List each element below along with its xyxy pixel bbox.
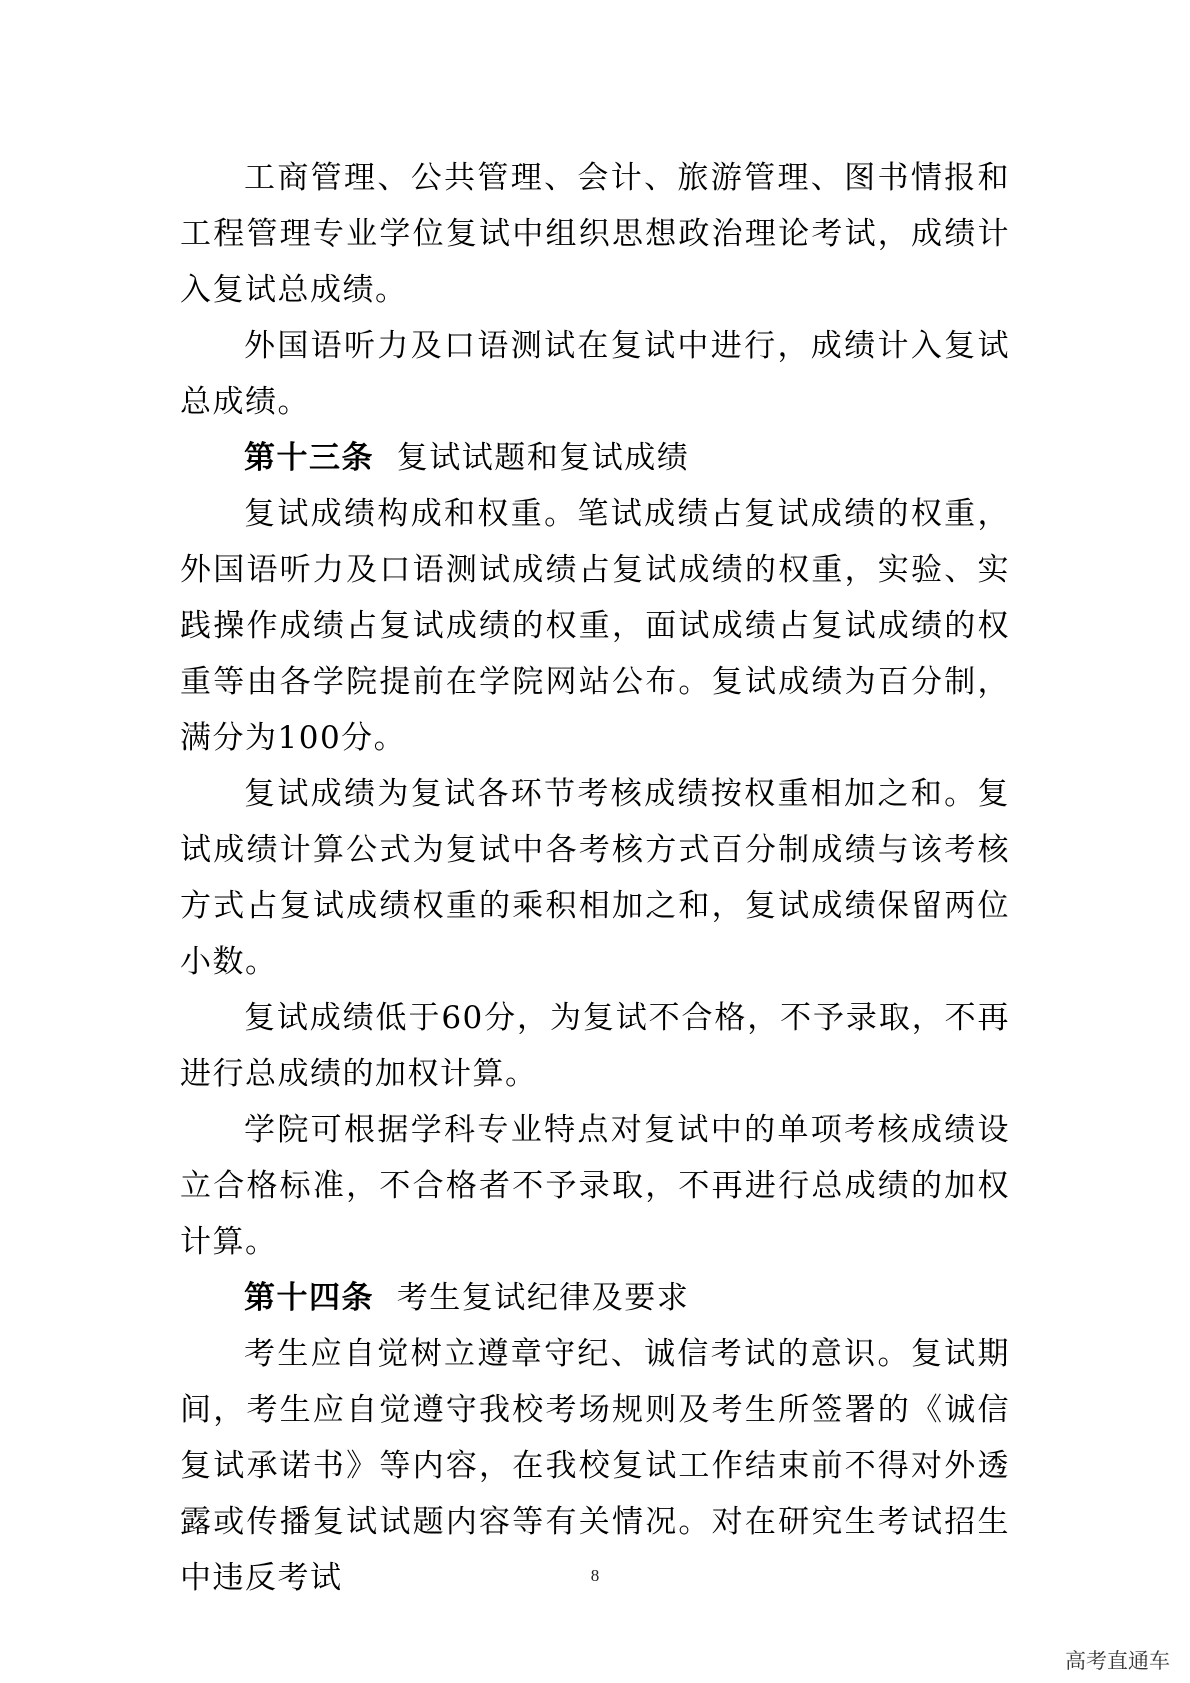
paragraph-score-weights: 复试成绩构成和权重。笔试成绩占复试成绩的权重，外国语听力及口语测试成绩占复试成绩的权重，实验、实践操作成绩占复试成绩的权重，面试成绩占复试成绩的权重等由各学院提前在学院网站公布。复试成绩为百分制，满分为100分。	[180, 496, 1010, 756]
paragraph-thesis-exam: 工商管理、公共管理、会计、旅游管理、图书情报和工程管理专业学位复试中组织思想政治理论考试，成绩计入复试总成绩。	[180, 160, 1010, 308]
article-14-title: 考生复试纪律及要求	[396, 1280, 690, 1316]
article-14-number: 第十四条	[244, 1280, 374, 1316]
paragraph-score-formula: 复试成绩为复试各环节考核成绩按权重相加之和。复试成绩计算公式为复试中各考核方式百分制成绩与该考核方式占复试成绩权重的乘积相加之和，复试成绩保留两位小数。	[180, 776, 1010, 980]
article-13-title: 复试试题和复试成绩	[396, 440, 690, 476]
watermark-text: 高考直通车	[1065, 1649, 1170, 1673]
article-13-heading	[180, 430, 1010, 486]
paragraph-foreign-language-test: 外国语听力及口语测试在复试中进行，成绩计入复试总成绩。	[180, 328, 1010, 420]
paragraph-qualification-standard: 学院可根据学科专业特点对复试中的单项考核成绩设立合格标准，不合格者不予录取，不再进行总成绩的加权计算。	[180, 1112, 1010, 1260]
page-number: 8	[590, 1566, 600, 1585]
paragraph-score-threshold: 复试成绩低于60分，为复试不合格，不予录取，不再进行总成绩的加权计算。	[180, 1000, 1010, 1092]
paragraph-discipline: 考生应自觉树立遵章守纪、诚信考试的意识。复试期间，考生应自觉遵守我校考场规则及考生所签署的《诚信复试承诺书》等内容，在我校复试工作结束前不得对外透露或传播复试试题内容等有关情况。对在研究生考试招生中违反考试	[180, 1336, 1010, 1596]
article-14-heading	[180, 1270, 1010, 1326]
document-body	[180, 150, 1010, 1606]
article-13-number: 第十三条	[244, 440, 374, 476]
